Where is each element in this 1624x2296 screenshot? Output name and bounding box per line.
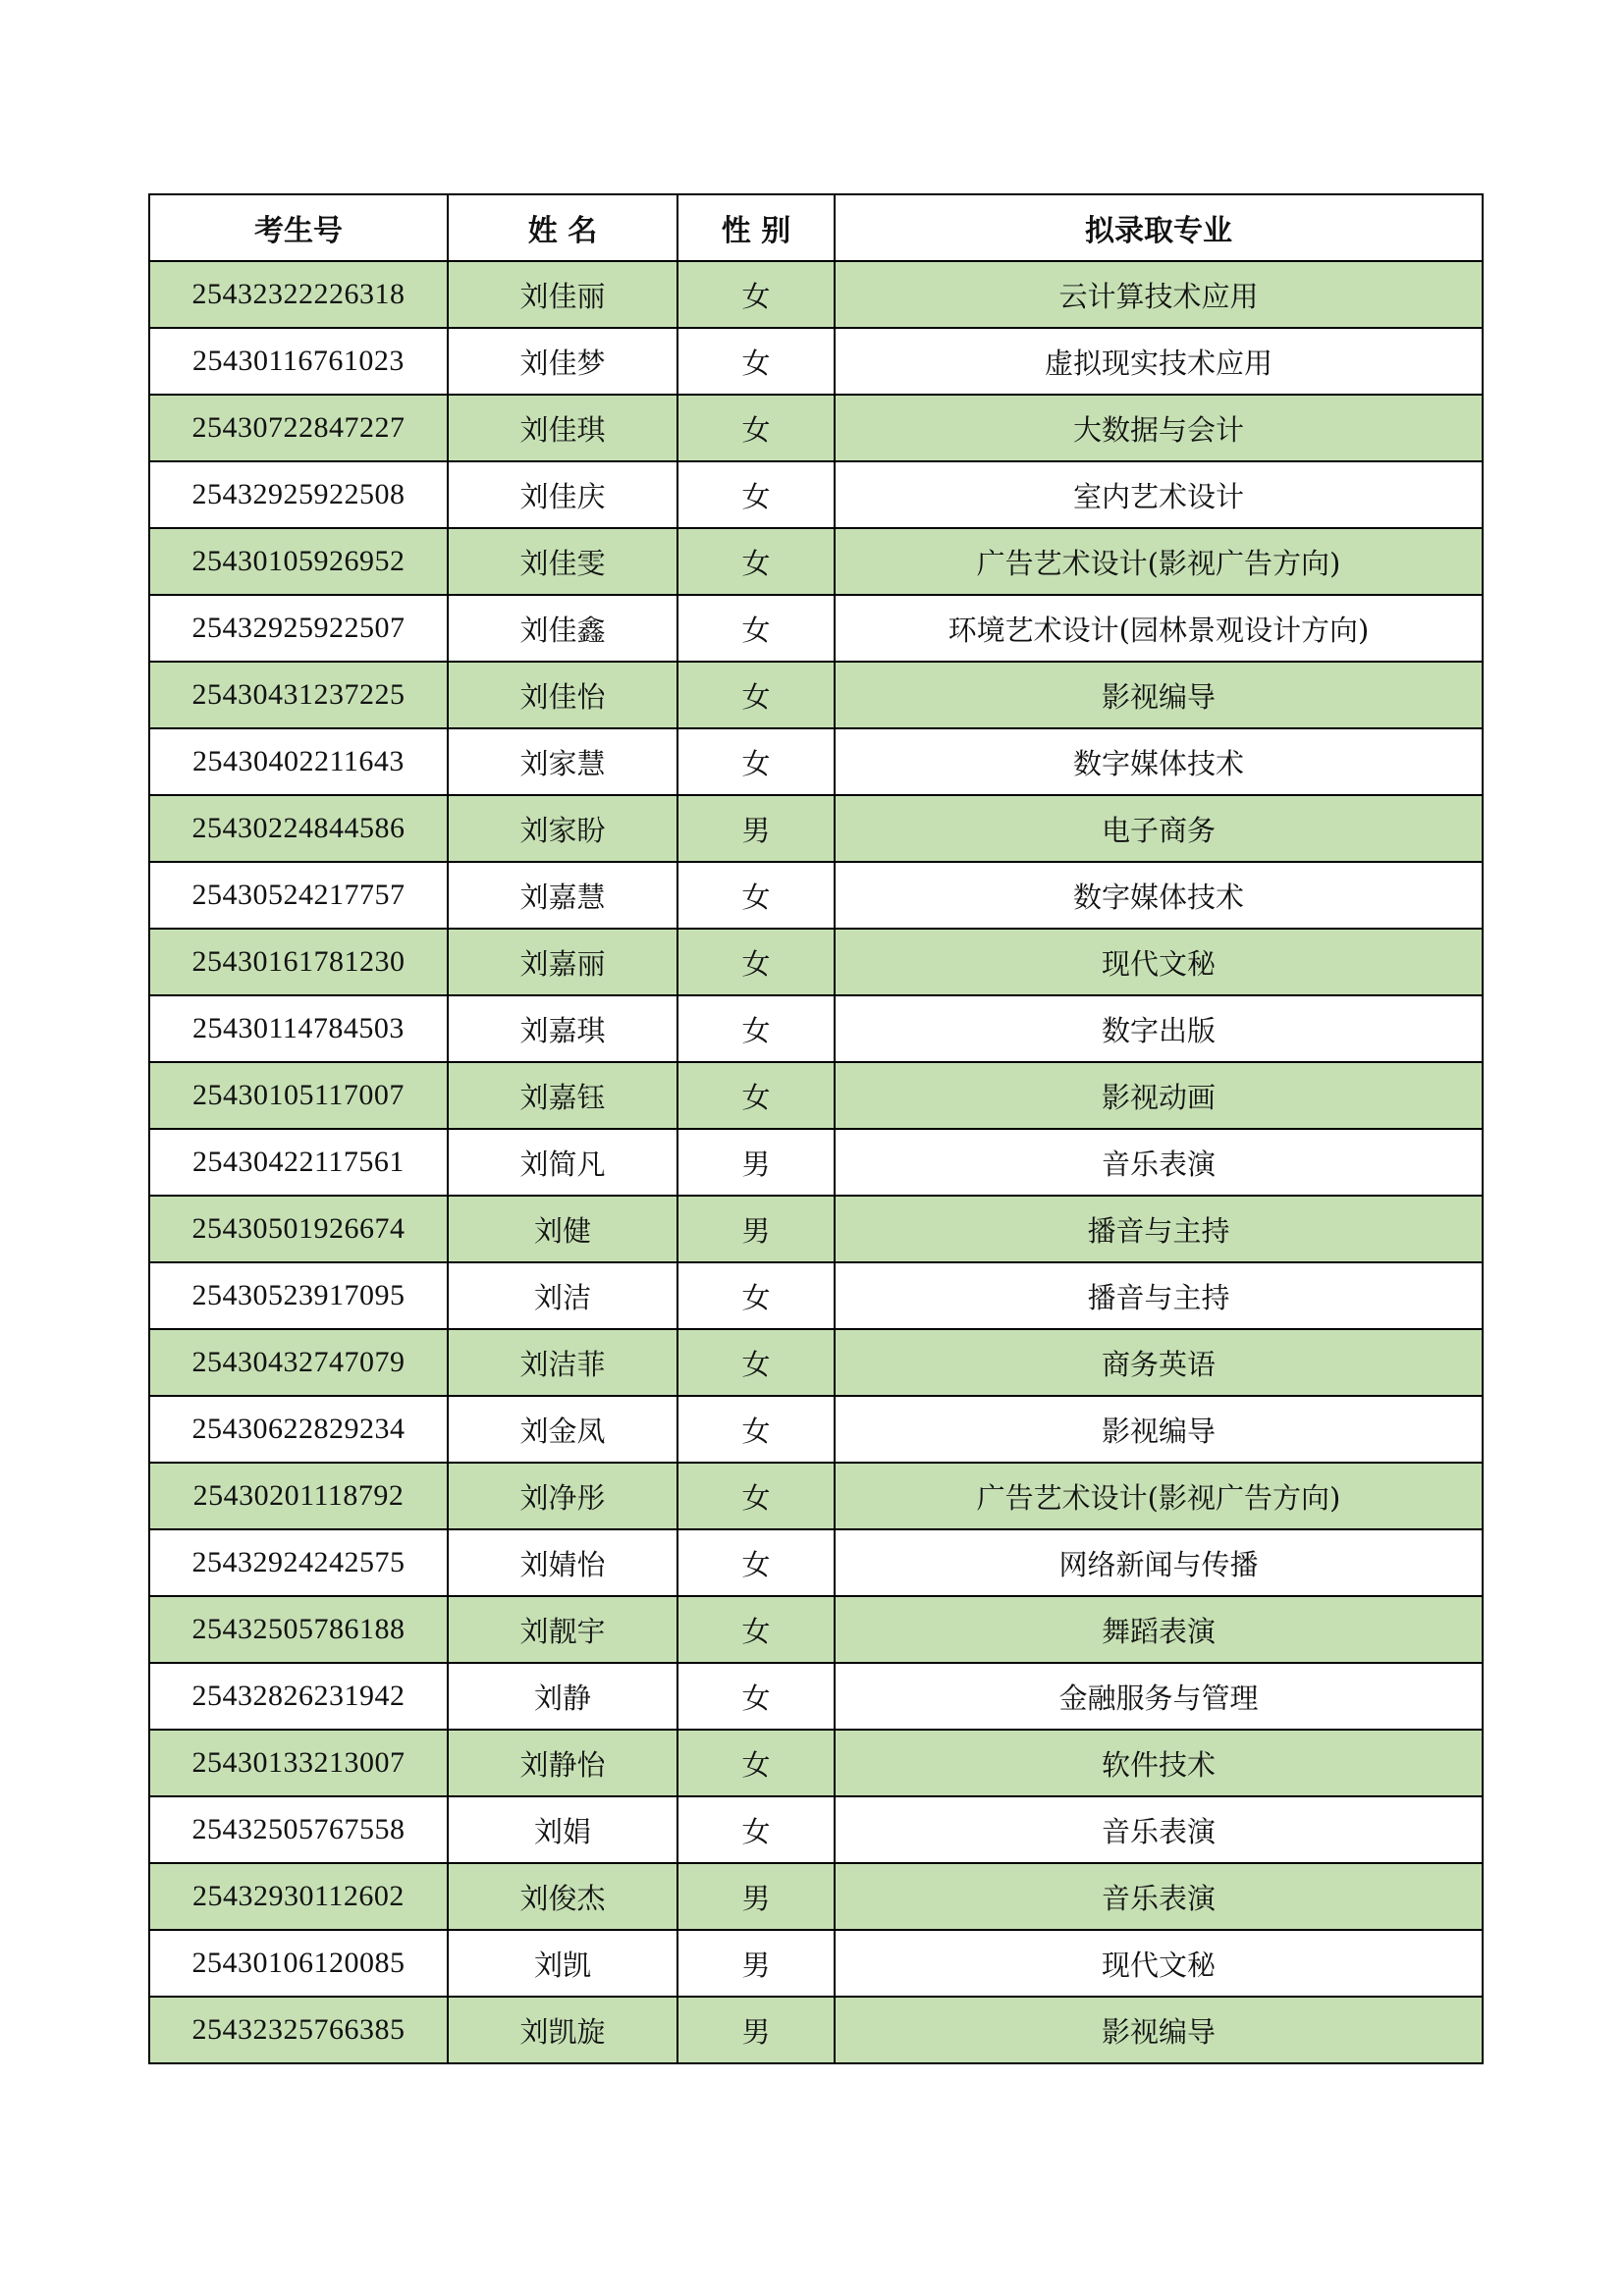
cell-name: 刘家慧	[448, 728, 677, 795]
cell-candidate-number: 25430622829234	[149, 1396, 448, 1463]
cell-candidate-number: 25430524217757	[149, 862, 448, 929]
cell-major: 影视动画	[835, 1062, 1483, 1129]
admission-list-table	[148, 193, 1484, 2064]
cell-gender: 女	[677, 328, 835, 395]
table-row	[149, 1463, 1483, 1529]
cell-candidate-number: 25430432747079	[149, 1329, 448, 1396]
table-row	[149, 1930, 1483, 1997]
cell-candidate-number: 25430402211643	[149, 728, 448, 795]
table-row	[149, 662, 1483, 728]
cell-name: 刘嘉钰	[448, 1062, 677, 1129]
cell-name: 刘佳怡	[448, 662, 677, 728]
cell-name: 刘嘉慧	[448, 862, 677, 929]
table-row	[149, 528, 1483, 595]
cell-name: 刘嘉琪	[448, 995, 677, 1062]
table-row	[149, 1529, 1483, 1596]
cell-major: 播音与主持	[835, 1262, 1483, 1329]
cell-gender: 女	[677, 1796, 835, 1863]
table-row	[149, 1997, 1483, 2063]
cell-major: 广告艺术设计(影视广告方向)	[835, 528, 1483, 595]
header-row	[149, 194, 1483, 261]
cell-candidate-number: 25430105117007	[149, 1062, 448, 1129]
table-body	[149, 261, 1483, 2063]
cell-major: 影视编导	[835, 1396, 1483, 1463]
cell-major: 影视编导	[835, 1997, 1483, 2063]
table-header	[149, 194, 1483, 261]
cell-candidate-number: 25430161781230	[149, 929, 448, 995]
cell-major: 电子商务	[835, 795, 1483, 862]
cell-candidate-number: 25430201118792	[149, 1463, 448, 1529]
header-candidate-number: 考生号	[149, 194, 448, 261]
cell-major: 数字媒体技术	[835, 862, 1483, 929]
cell-candidate-number: 25430106120085	[149, 1930, 448, 1997]
cell-candidate-number: 25430722847227	[149, 395, 448, 461]
cell-name: 刘佳鑫	[448, 595, 677, 662]
cell-name: 刘凯旋	[448, 1997, 677, 2063]
cell-candidate-number: 25430224844586	[149, 795, 448, 862]
table-row	[149, 1596, 1483, 1663]
table-row	[149, 395, 1483, 461]
cell-major: 云计算技术应用	[835, 261, 1483, 328]
cell-major: 播音与主持	[835, 1196, 1483, 1262]
table-row	[149, 1730, 1483, 1796]
cell-name: 刘佳庆	[448, 461, 677, 528]
cell-major: 环境艺术设计(园林景观设计方向)	[835, 595, 1483, 662]
cell-major: 音乐表演	[835, 1863, 1483, 1930]
cell-gender: 女	[677, 1529, 835, 1596]
cell-gender: 男	[677, 1997, 835, 2063]
cell-gender: 女	[677, 528, 835, 595]
cell-candidate-number: 25432826231942	[149, 1663, 448, 1730]
table-row	[149, 1863, 1483, 1930]
table-row	[149, 461, 1483, 528]
table-row	[149, 1129, 1483, 1196]
table-row	[149, 1062, 1483, 1129]
cell-major: 室内艺术设计	[835, 461, 1483, 528]
cell-name: 刘娟	[448, 1796, 677, 1863]
cell-gender: 男	[677, 1196, 835, 1262]
cell-name: 刘婧怡	[448, 1529, 677, 1596]
cell-name: 刘静怡	[448, 1730, 677, 1796]
cell-major: 虚拟现实技术应用	[835, 328, 1483, 395]
cell-candidate-number: 25432925922508	[149, 461, 448, 528]
table-row	[149, 995, 1483, 1062]
cell-candidate-number: 25430523917095	[149, 1262, 448, 1329]
cell-candidate-number: 25432325766385	[149, 1997, 448, 2063]
cell-gender: 女	[677, 995, 835, 1062]
table-row	[149, 328, 1483, 395]
cell-major: 影视编导	[835, 662, 1483, 728]
cell-candidate-number: 25430501926674	[149, 1196, 448, 1262]
header-gender: 性 别	[677, 194, 835, 261]
cell-gender: 女	[677, 461, 835, 528]
cell-gender: 女	[677, 1329, 835, 1396]
cell-candidate-number: 25430116761023	[149, 328, 448, 395]
cell-name: 刘简凡	[448, 1129, 677, 1196]
cell-name: 刘佳梦	[448, 328, 677, 395]
cell-candidate-number: 25432322226318	[149, 261, 448, 328]
cell-gender: 男	[677, 1863, 835, 1930]
cell-gender: 男	[677, 1930, 835, 1997]
cell-candidate-number: 25430431237225	[149, 662, 448, 728]
cell-major: 软件技术	[835, 1730, 1483, 1796]
cell-candidate-number: 25432930112602	[149, 1863, 448, 1930]
table-row	[149, 1663, 1483, 1730]
cell-gender: 女	[677, 1663, 835, 1730]
cell-major: 现代文秘	[835, 1930, 1483, 1997]
cell-name: 刘洁菲	[448, 1329, 677, 1396]
cell-gender: 女	[677, 261, 835, 328]
cell-gender: 女	[677, 1396, 835, 1463]
cell-name: 刘健	[448, 1196, 677, 1262]
cell-candidate-number: 25430114784503	[149, 995, 448, 1062]
table-row	[149, 728, 1483, 795]
header-major: 拟录取专业	[835, 194, 1483, 261]
cell-gender: 女	[677, 929, 835, 995]
cell-gender: 男	[677, 795, 835, 862]
cell-gender: 女	[677, 395, 835, 461]
cell-candidate-number: 25432505786188	[149, 1596, 448, 1663]
cell-candidate-number: 25432924242575	[149, 1529, 448, 1596]
cell-name: 刘嘉丽	[448, 929, 677, 995]
table-row	[149, 1196, 1483, 1262]
cell-name: 刘金凤	[448, 1396, 677, 1463]
cell-major: 数字媒体技术	[835, 728, 1483, 795]
cell-gender: 女	[677, 1062, 835, 1129]
cell-gender: 女	[677, 662, 835, 728]
cell-major: 广告艺术设计(影视广告方向)	[835, 1463, 1483, 1529]
cell-name: 刘凯	[448, 1930, 677, 1997]
cell-name: 刘靓宇	[448, 1596, 677, 1663]
table-row	[149, 1796, 1483, 1863]
cell-candidate-number: 25430422117561	[149, 1129, 448, 1196]
cell-major: 商务英语	[835, 1329, 1483, 1396]
cell-major: 金融服务与管理	[835, 1663, 1483, 1730]
cell-gender: 女	[677, 1463, 835, 1529]
cell-gender: 男	[677, 1129, 835, 1196]
cell-name: 刘家盼	[448, 795, 677, 862]
cell-gender: 女	[677, 1596, 835, 1663]
table-row	[149, 1262, 1483, 1329]
cell-gender: 女	[677, 595, 835, 662]
cell-name: 刘静	[448, 1663, 677, 1730]
cell-major: 音乐表演	[835, 1129, 1483, 1196]
cell-major: 网络新闻与传播	[835, 1529, 1483, 1596]
cell-major: 舞蹈表演	[835, 1596, 1483, 1663]
cell-name: 刘俊杰	[448, 1863, 677, 1930]
table-row	[149, 929, 1483, 995]
cell-gender: 女	[677, 728, 835, 795]
table-row	[149, 595, 1483, 662]
cell-candidate-number: 25430105926952	[149, 528, 448, 595]
cell-name: 刘佳雯	[448, 528, 677, 595]
cell-name: 刘净彤	[448, 1463, 677, 1529]
cell-gender: 女	[677, 862, 835, 929]
cell-candidate-number: 25432505767558	[149, 1796, 448, 1863]
cell-gender: 女	[677, 1262, 835, 1329]
cell-name: 刘佳丽	[448, 261, 677, 328]
cell-name: 刘佳琪	[448, 395, 677, 461]
cell-major: 大数据与会计	[835, 395, 1483, 461]
cell-major: 音乐表演	[835, 1796, 1483, 1863]
cell-major: 数字出版	[835, 995, 1483, 1062]
table-row	[149, 261, 1483, 328]
table-row	[149, 1396, 1483, 1463]
cell-name: 刘洁	[448, 1262, 677, 1329]
cell-major: 现代文秘	[835, 929, 1483, 995]
cell-candidate-number: 25432925922507	[149, 595, 448, 662]
table-row	[149, 795, 1483, 862]
cell-gender: 女	[677, 1730, 835, 1796]
table-row	[149, 1329, 1483, 1396]
header-name: 姓 名	[448, 194, 677, 261]
cell-candidate-number: 25430133213007	[149, 1730, 448, 1796]
table-row	[149, 862, 1483, 929]
